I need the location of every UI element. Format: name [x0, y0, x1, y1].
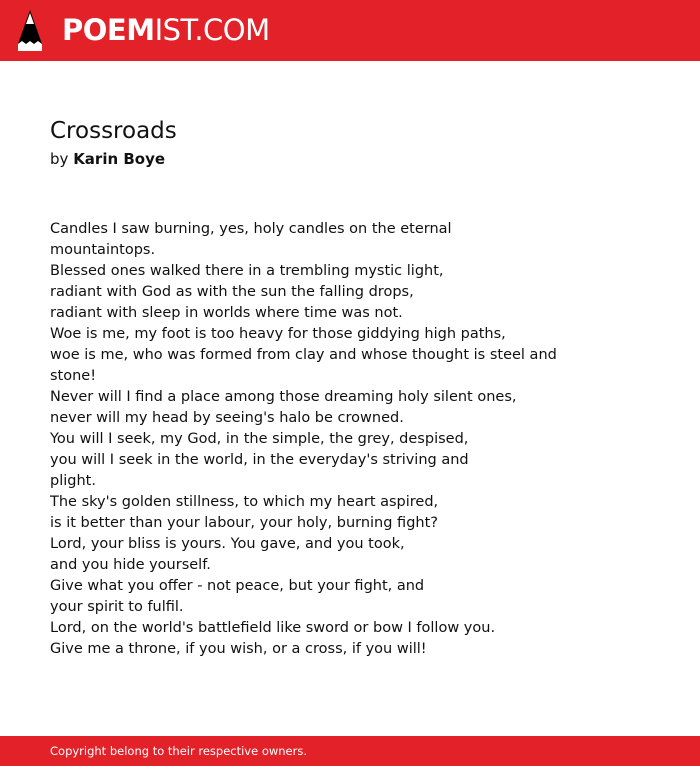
- poem-line: Candles I saw burning, yes, holy candles on the eternal: [50, 221, 452, 237]
- poem-line: Lord, on the world's battlefield like sword or bow I follow you.: [50, 620, 496, 636]
- poem-line: and you hide yourself.: [50, 557, 211, 573]
- poem-line: never will my head by seeing's halo be crowned.: [50, 410, 404, 426]
- poem-body: [50, 219, 557, 660]
- poem-line: is it better than your labour, your holy, burning fight?: [50, 515, 438, 531]
- poem-line: radiant with sleep in worlds where time was not.: [50, 305, 403, 321]
- poem-line: Blessed ones walked there in a trembling mystic light,: [50, 263, 444, 279]
- site-header: [0, 0, 700, 61]
- poem-title: Crossroads: [50, 118, 177, 144]
- logo-text-light: IST.COM: [154, 13, 270, 47]
- copyright-text: Copyright belong to their respective owners.: [50, 744, 308, 758]
- pencil-icon[interactable]: [18, 10, 42, 51]
- poem-line: your spirit to fulfil.: [50, 599, 184, 615]
- poem-line: stone!: [50, 368, 97, 384]
- by-label: by: [50, 150, 69, 168]
- site-footer: [0, 736, 700, 766]
- logo-text-bold: POEM: [62, 13, 155, 47]
- poem-line: Give what you offer - not peace, but your fight, and: [50, 578, 425, 594]
- author-name[interactable]: Karin Boye: [73, 150, 166, 168]
- byline: [50, 149, 165, 169]
- site-logo[interactable]: [62, 13, 270, 47]
- poem-line: You will I seek, my God, in the simple, the grey, despised,: [50, 431, 469, 447]
- poem-line: woe is me, who was formed from clay and whose thought is steel and: [50, 347, 557, 363]
- poem-line: The sky's golden stillness, to which my heart aspired,: [50, 494, 439, 510]
- poem-line: mountaintops.: [50, 242, 156, 258]
- poem-line: plight.: [50, 473, 96, 489]
- poem-line: you will I seek in the world, in the everyday's striving and: [50, 452, 469, 468]
- poem-line: Never will I find a place among those dreaming holy silent ones,: [50, 389, 517, 405]
- poem-line: radiant with God as with the sun the falling drops,: [50, 284, 414, 300]
- poem-line: Woe is me, my foot is too heavy for those giddying high paths,: [50, 326, 506, 342]
- poem-line: Lord, your bliss is yours. You gave, and you took,: [50, 536, 405, 552]
- poem-line: Give me a throne, if you wish, or a cross, if you will!: [50, 641, 427, 657]
